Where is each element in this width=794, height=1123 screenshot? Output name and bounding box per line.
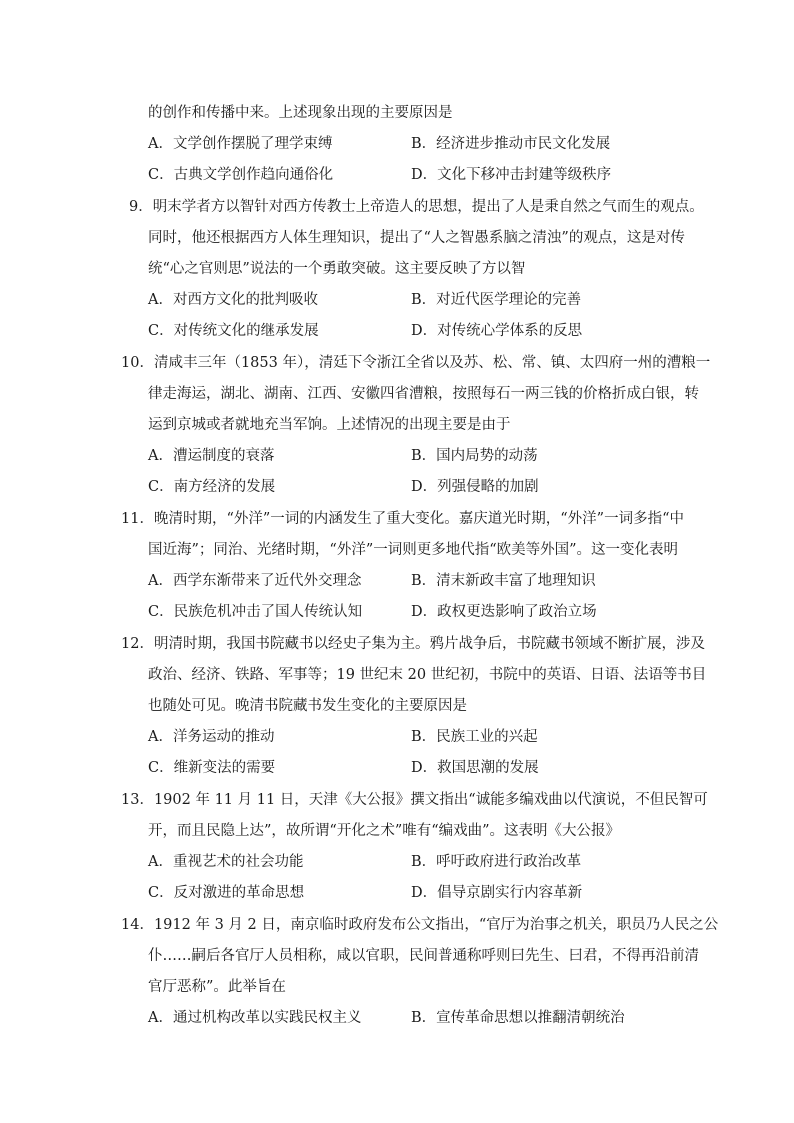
q9-option-c[interactable]: C．对传统文化的继承发展 bbox=[148, 323, 319, 339]
q10-option-c[interactable]: C．南方经济的发展 bbox=[148, 479, 276, 495]
q8-option-b[interactable]: B．经济进步推动市民文化发展 bbox=[411, 136, 611, 152]
q8-option-c[interactable]: C．古典文学创作趋向通俗化 bbox=[148, 167, 334, 183]
q9-option-b[interactable]: B．对近代医学理论的完善 bbox=[411, 292, 582, 308]
q9-option-a[interactable]: A．对西方文化的批判吸收 bbox=[148, 292, 318, 308]
q12-option-c[interactable]: C．维新变法的需要 bbox=[148, 760, 276, 776]
q10-option-a[interactable]: A．漕运制度的衰落 bbox=[148, 448, 275, 464]
q11-option-c[interactable]: C．民族危机冲击了国人传统认知 bbox=[148, 604, 363, 620]
q12-stem-line: 也随处可见。晚清书院藏书发生变化的主要原因是 bbox=[148, 698, 467, 714]
q14-stem-line: 官厅恶称”。此举旨在 bbox=[148, 979, 286, 995]
q10-option-b[interactable]: B．国内局势的动荡 bbox=[411, 448, 538, 464]
q13-option-c[interactable]: C．反对激进的革命思想 bbox=[148, 885, 305, 901]
q14-option-b[interactable]: B．宣传革命思想以推翻清朝统治 bbox=[411, 1010, 625, 1026]
q13-option-b[interactable]: B．呼吁政府进行政治改革 bbox=[411, 854, 582, 870]
q11-stem-line: 11．晚清时期，“外洋”一词的内涵发生了重大变化。嘉庆道光时期，“外洋”一词多指“中 bbox=[121, 511, 685, 527]
q12-stem-line: 政治、经济、铁路、军事等；19 世纪末 20 世纪初，书院中的英语、日语、法语等书目 bbox=[148, 667, 707, 683]
q13-stem-line: 13．1902 年 11 月 11 日，天津《大公报》撰文指出“诚能多编戏曲以代演说，不但民智可 bbox=[121, 792, 708, 808]
q10-stem-line: 运到京城或者就地充当军饷。上述情况的出现主要是由于 bbox=[148, 417, 511, 433]
q11-option-d[interactable]: D．政权更迭影响了政治立场 bbox=[411, 604, 597, 620]
q12-option-d[interactable]: D．救国思潮的发展 bbox=[411, 760, 539, 776]
q14-stem-line: 14．1912 年 3 月 2 日，南京临时政府发布公文指出，“官厅为治事之机关，职员乃人民之公 bbox=[121, 917, 719, 933]
q13-option-a[interactable]: A．重视艺术的社会功能 bbox=[148, 854, 304, 870]
q9-option-d[interactable]: D．对传统心学体系的反思 bbox=[411, 323, 583, 339]
q12-option-b[interactable]: B．民族工业的兴起 bbox=[411, 729, 538, 745]
q11-option-b[interactable]: B．清末新政丰富了地理知识 bbox=[411, 573, 596, 589]
q10-option-d[interactable]: D．列强侵略的加剧 bbox=[411, 479, 539, 495]
q9-stem-line: 同时，他还根据西方人体生理知识，提出了“人之智愚系脑之清浊”的观点，这是对传 bbox=[148, 230, 685, 246]
q11-option-a[interactable]: A．西学东渐带来了近代外交理念 bbox=[148, 573, 362, 589]
q14-stem-line: 仆……嗣后各官厅人员相称，咸以官职，民间普通称呼则曰先生、曰君，不得再沿前清 bbox=[148, 948, 699, 964]
q11-stem-line: 国近海”；同治、光绪时期，“外洋”一词则更多地代指“欧美等外国”。这一变化表明 bbox=[148, 542, 679, 558]
q8-option-a[interactable]: A．文学创作摆脱了理学束缚 bbox=[148, 136, 333, 152]
q8-stem-line: 的创作和传播中来。上述现象出现的主要原因是 bbox=[148, 105, 453, 121]
q10-stem-line: 10．清咸丰三年（1853 年），清廷下令浙江全省以及苏、松、常、镇、太四府一州的漕粮一 bbox=[121, 355, 711, 371]
q9-stem-line: 统“心之官则思”说法的一个勇敢突破。这主要反映了方以智 bbox=[148, 261, 526, 277]
q9-stem-line: 9．明末学者方以智针对西方传教士上帝造人的思想，提出了人是秉自然之气而生的观点。 bbox=[129, 199, 704, 215]
q13-option-d[interactable]: D．倡导京剧实行内容革新 bbox=[411, 885, 583, 901]
q10-stem-line: 律走海运，湖北、湖南、江西、安徽四省漕粮，按照每石一两三钱的价格折成白银，转 bbox=[148, 386, 699, 402]
q12-stem-line: 12．明清时期，我国书院藏书以经史子集为主。鸦片战争后，书院藏书领域不断扩展，涉及 bbox=[121, 636, 705, 652]
q14-option-a[interactable]: A．通过机构改革以实践民权主义 bbox=[148, 1010, 362, 1026]
q8-option-d[interactable]: D．文化下移冲击封建等级秩序 bbox=[411, 167, 612, 183]
q12-option-a[interactable]: A．洋务运动的推动 bbox=[148, 729, 275, 745]
q13-stem-line: 开，而且民隐上达”，故所谓“开化之术”唯有“编戏曲”。这表明《大公报》 bbox=[148, 823, 621, 839]
